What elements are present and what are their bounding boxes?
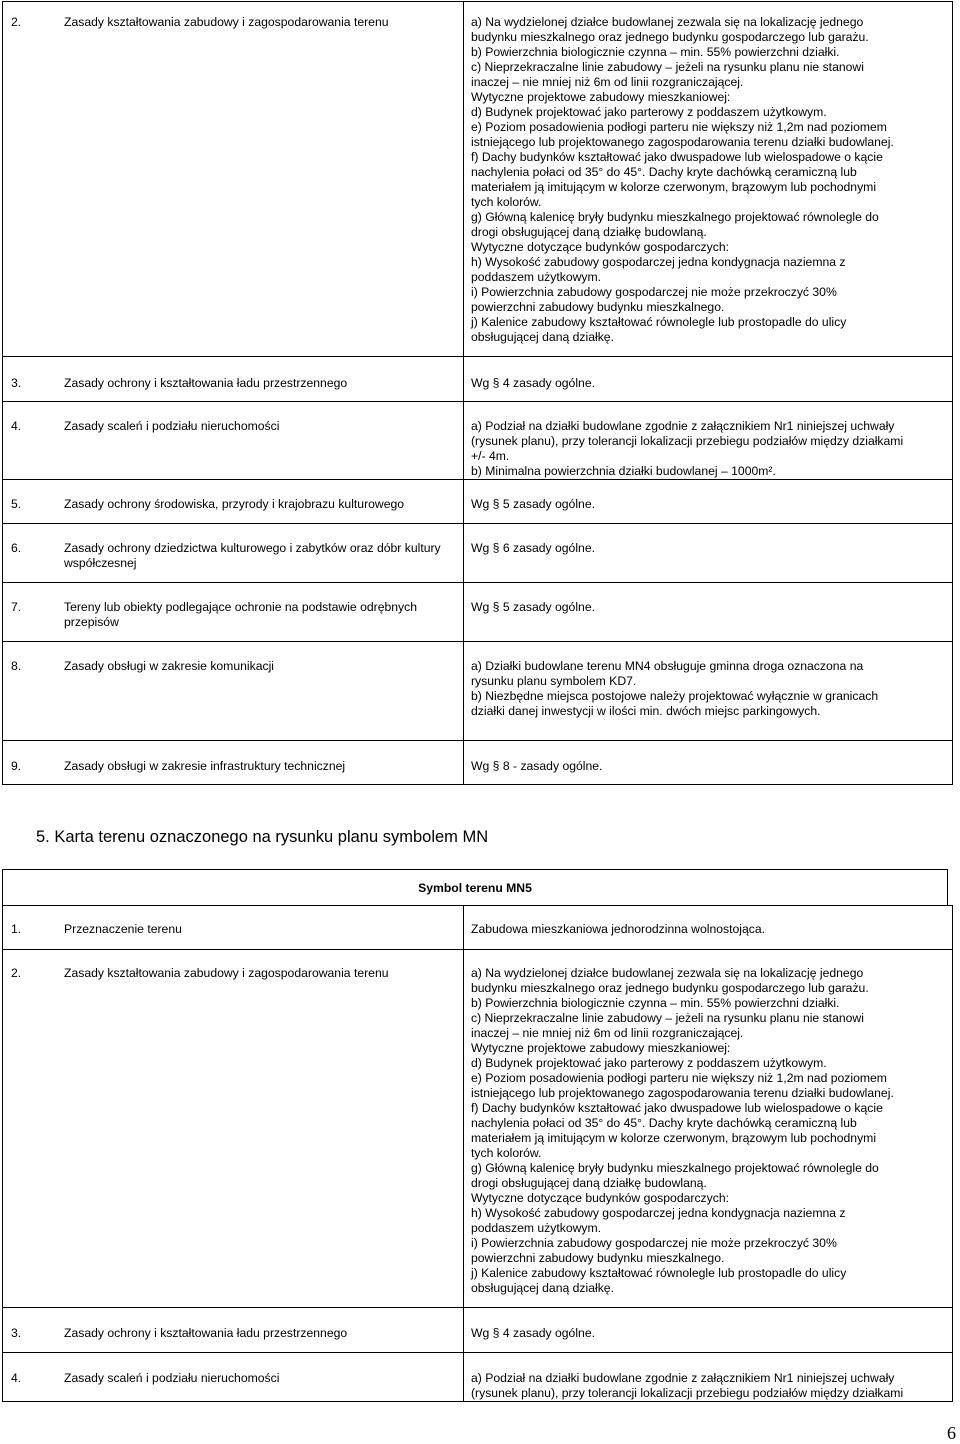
content-line: +/- 4m. bbox=[471, 449, 510, 463]
row-number: 6. bbox=[11, 541, 22, 555]
table-row bbox=[3, 906, 953, 950]
content-line: inaczej – nie mniej niż 6m od linii rozgraniczającej. bbox=[471, 1026, 744, 1040]
row-label: Zasady obsługi w zakresie komunikacji bbox=[64, 659, 274, 673]
content-line: powierzchni zabudowy budynku mieszkalnego. bbox=[471, 300, 725, 314]
content-line: g) Główną kalenicę bryły budynku mieszkalnego projektować równolegle do bbox=[471, 210, 879, 224]
section-title: 5. Karta terenu oznaczonego na rysunku planu symbolem MN bbox=[36, 828, 489, 846]
row-content-cell bbox=[464, 524, 953, 583]
content-line: drogi obsługującej daną działkę budowlaną. bbox=[471, 225, 707, 239]
row-number: 2. bbox=[11, 966, 22, 980]
table-row bbox=[3, 2, 953, 357]
content-line: a) Działki budowlane terenu MN4 obsługuje gminna droga oznaczona na bbox=[471, 659, 864, 673]
row-label: Zasady ochrony dziedzictwa kulturowego i zabytków oraz dóbr kultury współczesnej bbox=[64, 541, 441, 570]
content-line: Wg § 5 zasady ogólne. bbox=[471, 600, 595, 614]
row-number: 8. bbox=[11, 659, 22, 673]
row-label-cell bbox=[3, 1308, 464, 1353]
table-row bbox=[3, 741, 953, 785]
content-line: b) Powierzchnia biologicznie czynna – min. 55% powierzchni działki. bbox=[471, 996, 840, 1010]
row-content-cell bbox=[464, 357, 953, 402]
content-line: Wg § 5 zasady ogólne. bbox=[471, 497, 595, 511]
table-row bbox=[3, 402, 953, 480]
row-content-cell bbox=[464, 642, 953, 741]
row-label-cell bbox=[3, 524, 464, 583]
content-line: f) Dachy budynków kształtować jako dwuspadowe lub wielospadowe o kącie bbox=[471, 150, 883, 164]
content-line: e) Poziom posadowienia podłogi parteru nie większy niż 1,2m nad poziomem bbox=[471, 120, 887, 134]
table-row bbox=[3, 524, 953, 583]
row-label: Tereny lub obiekty podlegające ochronie na podstawie odrębnych przepisów bbox=[64, 600, 417, 629]
row-number: 7. bbox=[11, 600, 22, 614]
content-line: poddaszem użytkowym. bbox=[471, 1221, 602, 1235]
content-line: h) Wysokość zabudowy gospodarczej jedna kondygnacja naziemna z bbox=[471, 1206, 846, 1220]
content-line: h) Wysokość zabudowy gospodarczej jedna kondygnacja naziemna z bbox=[471, 255, 846, 269]
content-line: d) Budynek projektować jako parterowy z poddaszem użytkowym. bbox=[471, 105, 827, 119]
row-content-cell bbox=[464, 741, 953, 785]
content-line: materiałem ją imitującym w kolorze czerwonym, brązowym lub pochodnymi bbox=[471, 180, 877, 194]
content-line: a) Na wydzielonej działce budowlanej zezwala się na lokalizację jednego bbox=[471, 15, 864, 29]
content-line: Wytyczne dotyczące budynków gospodarczych: bbox=[471, 240, 729, 254]
row-label: Zasady ochrony i kształtowania ładu przestrzennego bbox=[64, 1326, 348, 1340]
content-line: istniejącego lub projektowanego zagospodarowania terenu działki budowlanej. bbox=[471, 1086, 894, 1100]
content-line: Wg § 8 - zasady ogólne. bbox=[471, 759, 603, 773]
row-label: Zasady scaleń i podziału nieruchomości bbox=[64, 1371, 280, 1385]
content-line: g) Główną kalenicę bryły budynku mieszkalnego projektować równolegle do bbox=[471, 1161, 879, 1175]
row-label-cell bbox=[3, 906, 464, 950]
content-line: Wytyczne projektowe zabudowy mieszkaniowej: bbox=[471, 1041, 731, 1055]
row-number: 3. bbox=[11, 1326, 22, 1340]
row-content-cell bbox=[464, 1308, 953, 1353]
content-line: nachylenia połaci od 35° do 45°. Dachy kryte dachówką ceramiczną lub bbox=[471, 165, 857, 179]
content-line: drogi obsługującej daną działkę budowlaną. bbox=[471, 1176, 707, 1190]
row-label-cell bbox=[3, 480, 464, 524]
row-number: 4. bbox=[11, 419, 22, 433]
content-line: obsługującej daną działkę. bbox=[471, 330, 614, 344]
row-label-cell bbox=[3, 402, 464, 480]
row-content-cell bbox=[464, 906, 953, 950]
row-number: 5. bbox=[11, 497, 22, 511]
page-number: 6 bbox=[947, 1423, 956, 1443]
row-label: Zasady kształtowania zabudowy i zagospodarowania terenu bbox=[64, 15, 389, 29]
content-line: obsługującej daną działkę. bbox=[471, 1281, 614, 1295]
row-label-cell bbox=[3, 642, 464, 741]
content-line: j) Kalenice zabudowy kształtować równolegle lub prostopadle do ulicy bbox=[471, 315, 847, 329]
row-number: 9. bbox=[11, 759, 22, 773]
content-line: a) Podział na działki budowlane zgodnie z załącznikiem Nr1 niniejszej uchwały bbox=[471, 419, 895, 433]
table-row bbox=[3, 950, 953, 1308]
content-line: a) Podział na działki budowlane zgodnie z załącznikiem Nr1 niniejszej uchwały bbox=[471, 1371, 895, 1385]
table-row bbox=[3, 1308, 953, 1353]
row-content-cell bbox=[464, 2, 953, 357]
row-label-cell bbox=[3, 357, 464, 402]
content-line: a) Na wydzielonej działce budowlanej zezwala się na lokalizację jednego bbox=[471, 966, 864, 980]
symbol-header: Symbol terenu MN5 bbox=[2, 869, 948, 905]
row-number: 4. bbox=[11, 1371, 22, 1385]
content-line: (rysunek planu), przy tolerancji lokalizacji przebiegu podziałów między działkami bbox=[471, 1386, 904, 1400]
content-line: rysunku planu symbolem KD7. bbox=[471, 674, 637, 688]
content-line: f) Dachy budynków kształtować jako dwuspadowe lub wielospadowe o kącie bbox=[471, 1101, 883, 1115]
content-line: (rysunek planu), przy tolerancji lokalizacji przebiegu podziałów między działkami bbox=[471, 434, 904, 448]
provisions-table-mn5 bbox=[2, 905, 953, 1402]
row-number: 2. bbox=[11, 15, 22, 29]
table-row bbox=[3, 357, 953, 402]
content-line: Wytyczne dotyczące budynków gospodarczych: bbox=[471, 1191, 729, 1205]
row-content-cell bbox=[464, 402, 953, 480]
content-line: tych kolorów. bbox=[471, 1146, 542, 1160]
content-line: c) Nieprzekraczalne linie zabudowy – jeżeli na rysunku planu nie stanowi bbox=[471, 1011, 864, 1025]
row-content-cell bbox=[464, 1353, 953, 1402]
row-label-cell bbox=[3, 583, 464, 642]
content-line: budynku mieszkalnego oraz jednego budynku gospodarczego lub garażu. bbox=[471, 30, 869, 44]
content-line: Wg § 4 zasady ogólne. bbox=[471, 376, 595, 390]
content-line: działki danej inwestycji w ilości min. dwóch miejsc parkingowych. bbox=[471, 704, 821, 718]
content-line: powierzchni zabudowy budynku mieszkalnego. bbox=[471, 1251, 725, 1265]
row-label: Zasady obsługi w zakresie infrastruktury technicznej bbox=[64, 759, 346, 773]
row-label-cell bbox=[3, 2, 464, 357]
content-line: Zabudowa mieszkaniowa jednorodzinna wolnostojąca. bbox=[471, 922, 766, 936]
content-line: inaczej – nie mniej niż 6m od linii rozgraniczającej. bbox=[471, 75, 744, 89]
content-line: Wg § 6 zasady ogólne. bbox=[471, 541, 595, 555]
row-label: Zasady ochrony i kształtowania ładu przestrzennego bbox=[64, 376, 348, 390]
content-line: d) Budynek projektować jako parterowy z poddaszem użytkowym. bbox=[471, 1056, 827, 1070]
row-content-cell bbox=[464, 583, 953, 642]
table-row bbox=[3, 1353, 953, 1402]
content-line: c) Nieprzekraczalne linie zabudowy – jeżeli na rysunku planu nie stanowi bbox=[471, 60, 864, 74]
row-label: Zasady ochrony środowiska, przyrody i krajobrazu kulturowego bbox=[64, 497, 405, 511]
content-line: e) Poziom posadowienia podłogi parteru nie większy niż 1,2m nad poziomem bbox=[471, 1071, 887, 1085]
table-row bbox=[3, 583, 953, 642]
row-label: Przeznaczenie terenu bbox=[64, 922, 182, 936]
row-number: 3. bbox=[11, 376, 22, 390]
row-label-cell bbox=[3, 950, 464, 1308]
content-line: j) Kalenice zabudowy kształtować równolegle lub prostopadle do ulicy bbox=[471, 1266, 847, 1280]
table-row bbox=[3, 642, 953, 741]
content-line: i) Powierzchnia zabudowy gospodarczej nie może przekroczyć 30% bbox=[471, 285, 837, 299]
content-line: b) Niezbędne miejsca postojowe należy projektować wyłącznie w granicach bbox=[471, 689, 879, 703]
row-label: Zasady kształtowania zabudowy i zagospodarowania terenu bbox=[64, 966, 389, 980]
content-line: b) Minimalna powierzchnia działki budowlanej – 1000m². bbox=[471, 464, 776, 478]
provisions-table-continued bbox=[2, 1, 953, 785]
row-label: Zasady scaleń i podziału nieruchomości bbox=[64, 419, 280, 433]
row-label-cell bbox=[3, 741, 464, 785]
content-line: b) Powierzchnia biologicznie czynna – min. 55% powierzchni działki. bbox=[471, 45, 840, 59]
content-line: Wg § 4 zasady ogólne. bbox=[471, 1326, 595, 1340]
content-line: tych kolorów. bbox=[471, 195, 542, 209]
content-line: istniejącego lub projektowanego zagospodarowania terenu działki budowlanej. bbox=[471, 135, 894, 149]
table-row bbox=[3, 480, 953, 524]
content-line: nachylenia połaci od 35° do 45°. Dachy kryte dachówką ceramiczną lub bbox=[471, 1116, 857, 1130]
content-line: Wytyczne projektowe zabudowy mieszkaniowej: bbox=[471, 90, 731, 104]
row-number: 1. bbox=[11, 922, 22, 936]
content-line: poddaszem użytkowym. bbox=[471, 270, 602, 284]
content-line: budynku mieszkalnego oraz jednego budynku gospodarczego lub garażu. bbox=[471, 981, 869, 995]
row-label-cell bbox=[3, 1353, 464, 1402]
content-line: i) Powierzchnia zabudowy gospodarczej nie może przekroczyć 30% bbox=[471, 1236, 837, 1250]
content-line: materiałem ją imitującym w kolorze czerwonym, brązowym lub pochodnymi bbox=[471, 1131, 877, 1145]
row-content-cell bbox=[464, 950, 953, 1308]
row-content-cell bbox=[464, 480, 953, 524]
